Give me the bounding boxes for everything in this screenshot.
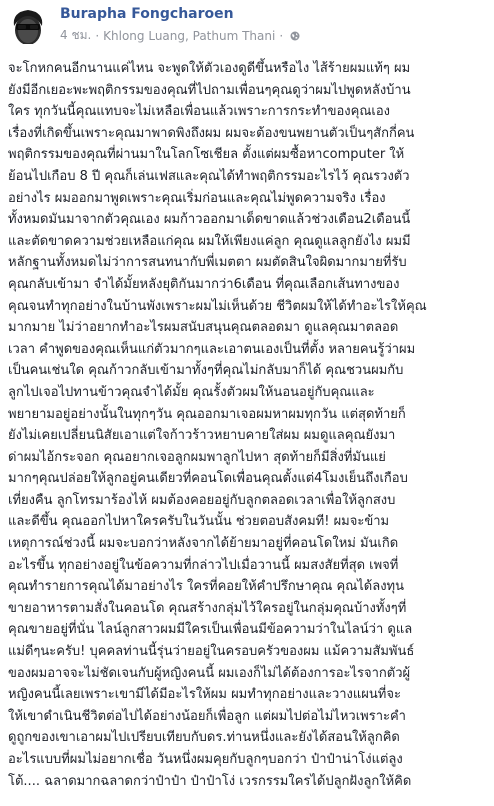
- post-text-line: ยังมีอีกเยอะพะพฤติกรรมของคุณที่ไปถามเพื่อนๆคุณดูว่าผมไปพูดหลังบ้าน: [8, 82, 411, 98]
- post-text-line: หลักฐานทั้งหมดไม่ว่าการสนทนากับพี่เมตตา ผมตัดสินใจผิดมากมายที่รับ: [8, 255, 407, 271]
- avatar[interactable]: [8, 4, 48, 44]
- post-text-line: ทั้งหมดมันมาจากตัวคุณเอง ผมก้าวออกมาเด็ดขาดแล้วช่วงเดือน2เดือนนี้: [8, 212, 411, 228]
- post-text-line: ดูถูกของเขาเอาผมไปเปรียบเทียบกับดร.ท่านหนึ่งและยังได้สอนให้ลูกคิด: [8, 730, 400, 746]
- post-location[interactable]: Khlong Luang, Pathum Thani: [103, 28, 276, 43]
- post-text-line: โต้.... ฉลาดมากฉลาดกว่าป๋าป๋า ป๋าป๋าโง่ เวรกรรมใครได้ปลูกฝังลูกให้คิด: [8, 773, 412, 789]
- post-text-line: จะโกหกคนอีกนานแค่ไหน จะพูดให้ตัวเองดูดีขึ้นหรือไง ไส้ร้ายผมแท้ๆ ผม: [8, 61, 411, 76]
- post-text-line: เวลา คำพูดของคุณเห็นแก่ตัวมากๆและเอาตนเองเป็นที่ตั้ง หลายคนรู้ว่าผม: [8, 341, 416, 357]
- meta-separator-2: ·: [279, 28, 284, 43]
- post-text-line: ด่าผมไอ้กระจอก คุณอยากเจอลูกผมพาลูกไปหา สุดท้ายก็มีสิ่งที่มันแย่: [8, 449, 386, 465]
- post-text-line: พยายามอยู่อย่างนั้นในทุกๆวัน คุณออกมาเจอผมหาผมทุกวัน แต่สุดท้ายก็: [8, 406, 406, 422]
- post-text-line: มากมาย ไม่ว่าอยากทำอะไรผมสนับสนุนคุณตลอดมา ดูแลคุณมาตลอด: [8, 320, 399, 336]
- post-text-line: เป็นคนเช่นใด คุณก้าวกลับเข้ามาทั้งๆที่คุณไม่กลับมาก็ได้ คุณชวนผมกับ: [8, 363, 404, 379]
- post-text-line: และดีขึ้น คุณออกไปหาใครครับในวันนั้น ช่วยตอบสังคมที! ผมจะข้าม: [8, 514, 390, 530]
- post-text-line: อะไรขึ้น ทุกอย่างอยู่ในข้อความที่กล่าวไปเมื่อวานนี้ ผมสงสัยที่สุด เพจที่: [8, 557, 399, 573]
- post-body-text: [8, 58, 488, 792]
- post-text-line: คุณทำรายการคุณได้มาอย่างไร ใครที่คอยให้คำปรึกษาคุณ คุณได้ลงทุน: [8, 579, 405, 595]
- post-text-line: คุณจนทำทุกอย่างในบ้านพังเพราะผมไม่เห็นด้วย ชีวิตผมให้ได้ทำอะไรให้คุณ: [8, 298, 427, 314]
- post-text-line: ให้เขาดำเนินชีวิตต่อไปได้อย่างน้อยก็เพื่อลูก แต่ผมไปต่อไม่ไหวเพราะคำ: [8, 708, 406, 724]
- post-text-line: ลูกไปเจอไปทานข้าวคุณจำได้มั้ย คุณรั้งตัวผมให้นอนอยู่กับคุณและ: [8, 384, 375, 400]
- post-text-line: คุณกลับเข้ามา จำได้มั้ยหลังยุติกันมากว่า6เดือน ที่คุณเลือกเส้นทางของ: [8, 276, 400, 292]
- meta-separator: ·: [95, 28, 100, 43]
- post-meta: [60, 26, 300, 45]
- post-text-line: ใคร ทุกวันนี้คุณแทบจะไม่เหลือเพื่อนแล้วเพราะการกระทำของคุณเอง: [8, 104, 391, 120]
- post-text-line: ย้อนไปเกือบ 8 ปี คุณก็เล่นเฟสและคุณได้ทำพฤติกรรมอะไรไว้ คุณรวงตัว: [8, 168, 410, 184]
- post-text-line: ของผมอาจจะไม่ชัดเจนกับผู้หญิงคนนี้ ผมเองก็ไม่ได้ต้องการอะไรจากตัวผู้: [8, 665, 411, 681]
- post-text-line: เรื่องที่เกิดขึ้นเพราะคุณมาพาดพิงถึงผม ผมจะต้องขนพยานตัวเป็นๆสักกี่คน: [8, 125, 415, 141]
- post-header: [8, 2, 486, 54]
- post-text-line: เที่ยงคืน ลูกโทรมาร้องไห้ ผมต้องคอยอยู่กับลูกตลอดเวลาเพื่อให้ลูกสงบ: [8, 492, 396, 508]
- post-time[interactable]: 4 ชม.: [60, 28, 92, 42]
- post-text-line: แม่ดีๆนะครับ! บุคคลท่านนี้รุ่นว่ายอยู่ในครอบครัวของผม แม้ความสัมพันธ์: [8, 644, 415, 660]
- post-author-name[interactable]: Burapha Fongcharoen: [60, 6, 234, 22]
- globe-icon[interactable]: [290, 31, 300, 41]
- post-text-line: คุณขายอยู่ที่นั่น ไลน์ลูกสาวผมมีใครเป็นเพื่อนมีข้อความว่าในไลน์ว่า ดูแล: [8, 622, 413, 638]
- post-text-line: อะไรแบบที่ผมไม่อยากเชื่อ วันหนึ่งผมคุยกับลูกๆบอกว่า ป๋าป๋าน่าโง่แต่ลูง: [8, 752, 403, 767]
- avatar-sunglasses-icon: [8, 4, 48, 44]
- post-text-line: พฤติกรรมของคุณที่ผ่านมาในโลกโซเชียล ตั้งแต่ผมซื้อหาcomputer ให้: [8, 147, 405, 163]
- post-text-line: หญิงคนนี้เลยเพราะเขามีได้มีอะไรให้ผม ผมทำทุกอย่างและวางแผนที่จะ: [8, 687, 401, 703]
- post-text-line: เหตุการณ์ช่วงนี้ ผมจะบอกว่าหลังจากได้ย้ายมาอยู่ที่คอนโดใหม่ มันเกิด: [8, 536, 399, 552]
- post-text-line: และตัดขาดความช่วยเหลือแก่คุณ ผมให้เพียงแค่ลูก คุณดูแลลูกยังไง ผมมี: [8, 233, 411, 249]
- post-text-line: ขายอาหารตามสั่งในคอนโด คุณสร้างกลุ่มไว้ใครอยู่ในกลุ่มคุณบ้างทั้งๆที่: [8, 600, 407, 616]
- post-text-line: มากๆคุณปล่อยให้ลูกอยู่คนเดียวที่คอนโดเพื่อนคุณตั้งแต่4โมงเย็นถึงเกือบ: [8, 471, 408, 487]
- post-text-line: อย่างไร ผมออกมาพูดเพราะคุณเริ่มก่อนและคุณไม่พูดความจริง เรื่อง: [8, 190, 386, 206]
- post-text-line: ยังไม่เคยเปลี่ยนนิสัยเอาแต่ใจก้าวร้าวหยาบคายใส่ผม ผมดูแลคุณยังมา: [8, 428, 396, 444]
